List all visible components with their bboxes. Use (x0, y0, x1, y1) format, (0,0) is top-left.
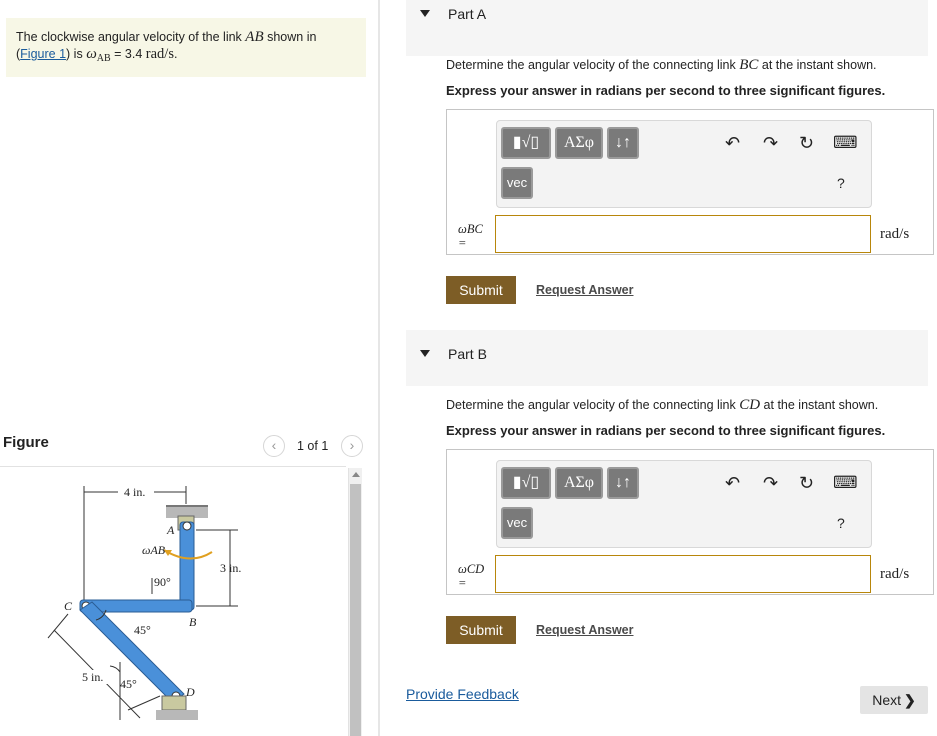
part-b-math-toolbar (496, 460, 872, 548)
part-b-question (446, 397, 878, 414)
undo-icon[interactable]: ↶ (725, 133, 741, 153)
figure-scrollbar-thumb[interactable] (350, 484, 361, 736)
collapse-triangle-icon[interactable] (420, 10, 430, 17)
help-icon[interactable]: ? (837, 515, 845, 531)
part-b-q-after: at the instant shown. (760, 398, 879, 412)
figure-link[interactable]: Figure 1 (20, 47, 67, 61)
vec-button[interactable]: vec (501, 507, 533, 539)
part-b-title: Part B (448, 346, 487, 362)
part-a-math-toolbar (496, 120, 872, 208)
dim-right-label: 3 in. (220, 561, 242, 575)
figure-title: Figure (3, 434, 49, 451)
symbols-button[interactable]: ΑΣφ (555, 467, 603, 499)
templates-button[interactable]: ▮√▯ (501, 127, 551, 159)
provide-feedback-link[interactable]: Provide Feedback (406, 686, 519, 702)
omega-unit: rad/s (145, 46, 174, 62)
pin-support-d (162, 696, 186, 710)
keyboard-icon[interactable]: ⌨ (833, 473, 858, 492)
collapse-triangle-icon[interactable] (420, 350, 430, 357)
scroll-up-arrow-icon[interactable] (352, 472, 360, 477)
label-a: A (167, 523, 175, 537)
symbols-button[interactable]: ΑΣφ (555, 127, 603, 159)
label-angle-90: 90° (154, 575, 171, 589)
ground-bottom (156, 710, 198, 720)
part-a-header[interactable] (406, 0, 928, 56)
part-b-unit: rad/s (880, 566, 910, 582)
part-b-equals: = (458, 576, 467, 590)
reset-icon[interactable]: ↻ (799, 473, 815, 493)
intro-text-is: is (70, 47, 87, 61)
label-b: B (189, 615, 197, 629)
label-angle-45a: 45° (134, 623, 151, 637)
arrows-button[interactable]: ↓↑ (607, 467, 639, 499)
label-c: C (64, 599, 73, 613)
part-a-link: BC (739, 57, 759, 73)
link-ab (180, 522, 194, 610)
label-angle-45b: 45° (120, 677, 137, 691)
part-a-instruction: Express your answer in radians per second to three significant figures. (446, 83, 886, 98)
part-b-submit-button[interactable]: Submit (446, 616, 516, 644)
intro-period: . (173, 47, 178, 61)
omega-symbol: ω (86, 46, 97, 62)
omega-value: = 3.4 (110, 47, 146, 61)
problem-statement (6, 18, 366, 77)
pin-a (183, 522, 191, 530)
part-b-variable-label (458, 562, 484, 590)
part-a-variable-label (458, 222, 483, 250)
part-a-title: Part A (448, 6, 487, 22)
pane-divider (378, 0, 380, 736)
redo-icon[interactable]: ↷ (763, 133, 779, 153)
arrows-button[interactable]: ↓↑ (607, 127, 639, 159)
mechanism-figure (0, 470, 346, 736)
label-omega-ab: ωAB (142, 543, 166, 557)
part-a-var: ωBC (458, 222, 483, 236)
part-a-answer-input[interactable] (495, 215, 871, 253)
part-a-request-answer-link[interactable]: Request Answer (536, 283, 634, 297)
figure-divider (0, 466, 346, 467)
part-b-link: CD (739, 397, 761, 413)
part-a-question (446, 57, 877, 74)
part-a-q-before: Determine the angular velocity of the connecting link (446, 58, 740, 72)
part-a-q-after: at the instant shown. (758, 58, 877, 72)
help-icon[interactable]: ? (837, 175, 845, 191)
intro-text-mid: shown in (263, 30, 317, 44)
part-b-answer-input[interactable] (495, 555, 871, 593)
paren-open: ( (16, 47, 21, 61)
figure-next-button[interactable]: › (341, 435, 363, 457)
figure-prev-button[interactable]: ‹ (263, 435, 285, 457)
intro-link-name: AB (245, 29, 264, 45)
next-button[interactable] (860, 686, 928, 714)
part-b-q-before: Determine the angular velocity of the connecting link (446, 398, 740, 412)
ext-line-d (128, 696, 160, 710)
vec-button[interactable]: vec (501, 167, 533, 199)
part-a-submit-button[interactable]: Submit (446, 276, 516, 304)
dim-top-label: 4 in. (124, 485, 146, 499)
label-d: D (186, 685, 195, 699)
undo-icon[interactable]: ↶ (725, 473, 741, 493)
intro-text: The clockwise angular velocity of the link (16, 30, 246, 44)
left-pane (0, 0, 378, 736)
paren-close: ) (66, 47, 71, 61)
part-b-header[interactable] (406, 330, 928, 386)
part-b-instruction: Express your answer in radians per second to three significant figures. (446, 423, 886, 438)
redo-icon[interactable]: ↷ (763, 473, 779, 493)
figure-pager: 1 of 1 (297, 439, 329, 453)
omega-subscript: AB (96, 53, 111, 64)
reset-icon[interactable]: ↻ (799, 133, 815, 153)
dim-left-label: 5 in. (82, 670, 104, 684)
part-b-request-answer-link[interactable]: Request Answer (536, 623, 634, 637)
part-b-var: ωCD (458, 562, 485, 576)
keyboard-icon[interactable]: ⌨ (833, 133, 858, 152)
angle-arc-45b (110, 666, 120, 672)
part-a-equals: = (458, 236, 467, 250)
templates-button[interactable]: ▮√▯ (501, 467, 551, 499)
next-label: Next (872, 692, 902, 708)
part-a-unit: rad/s (880, 226, 910, 242)
chevron-right-icon: ❯ (904, 692, 916, 708)
